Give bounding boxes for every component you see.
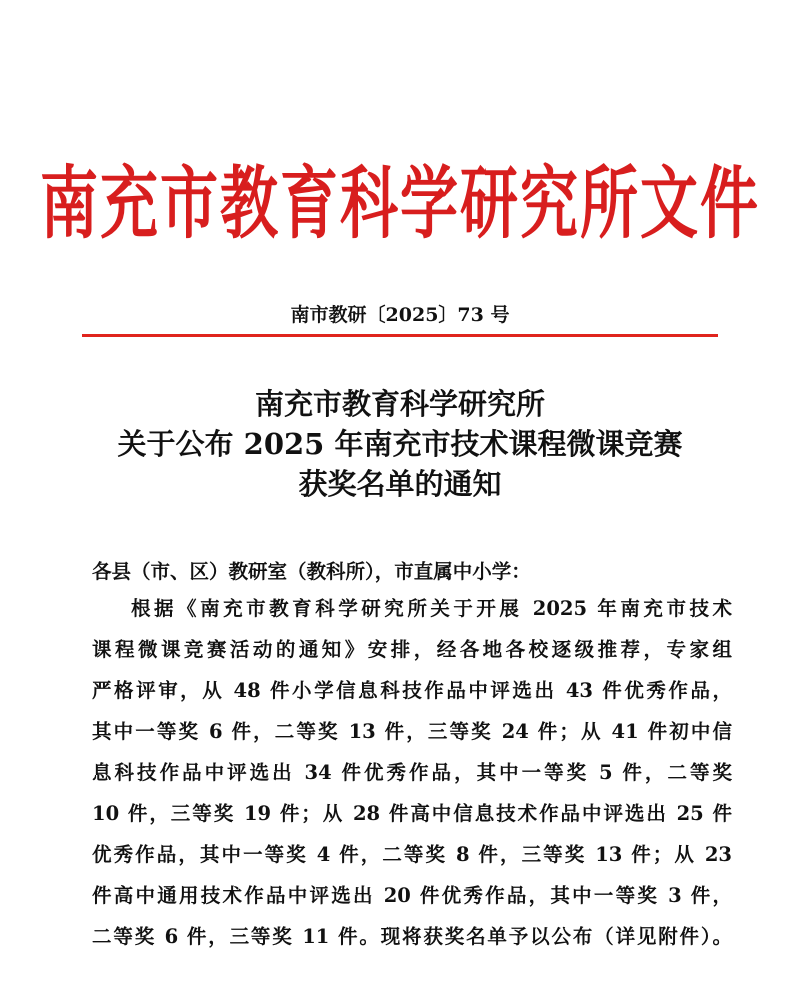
body-paragraph — [92, 596, 732, 965]
header-divider-line — [82, 334, 718, 337]
notice-title-line-1: 南充市教育科学研究所 — [254, 387, 545, 421]
document-header-title: 南充市教育科学研究所文件 — [39, 157, 760, 250]
body-line: 严格评审，从 48 件小学信息科技作品中评选出 43 件优秀作品， — [92, 679, 732, 702]
body-line: 根据《南充市教育科学研究所关于开展 2025 年南充市技术 — [131, 597, 732, 620]
body-line: 其中一等奖 6 件，二等奖 13 件，三等奖 24 件；从 41 件初中信 — [92, 720, 732, 743]
body-line: 件高中通用技术作品中评选出 20 件优秀作品，其中一等奖 3 件， — [92, 884, 732, 907]
body-line: 课程微课竞赛活动的通知》安排，经各地各校逐级推荐，专家组 — [92, 638, 732, 661]
body-line: 10 件，三等奖 19 件；从 28 件高中信息技术作品中评选出 25 件 — [92, 802, 732, 825]
document-number: 南市教研〔2025〕73 号 — [290, 304, 510, 326]
notice-title-line-2: 关于公布 2025 年南充市技术课程微课竞赛 — [117, 427, 683, 461]
body-line: 优秀作品，其中一等奖 4 件，二等奖 8 件，三等奖 13 件；从 23 — [92, 843, 732, 866]
notice-title — [0, 384, 800, 504]
body-line: 息科技作品中评选出 34 件优秀作品，其中一等奖 5 件，二等奖 — [92, 761, 732, 784]
salutation: 各县（市、区）教研室（教科所），市直属中小学： — [92, 560, 531, 583]
notice-title-line-3: 获奖名单的通知 — [298, 467, 502, 501]
body-line: 二等奖 6 件，三等奖 11 件。现将获奖名单予以公布（详见附件）。 — [92, 925, 732, 948]
